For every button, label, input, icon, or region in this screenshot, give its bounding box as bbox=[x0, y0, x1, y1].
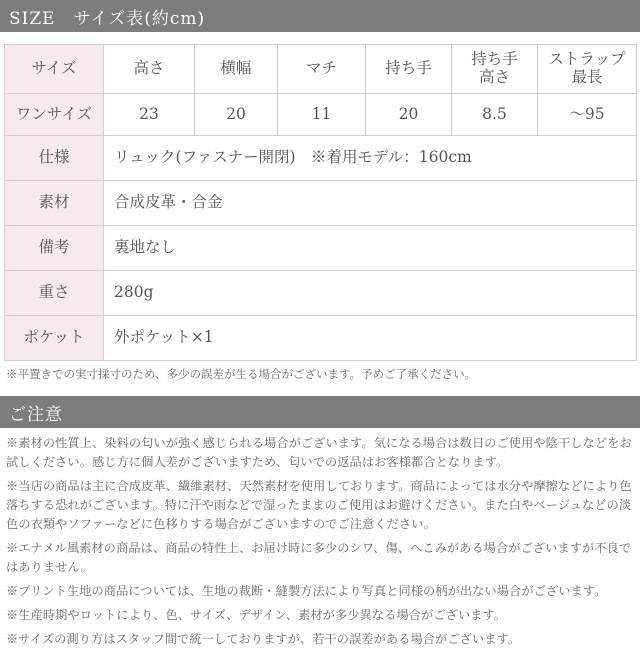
notice-item: ※エナメル風素材の商品は、商品の特性上、お届け時に多少のシワ、傷、へこみがある場合がございますが不良ではありません。 bbox=[6, 541, 632, 574]
detail-row-weight bbox=[5, 271, 637, 316]
detail-value-material: 合成皮革・合金 bbox=[104, 181, 637, 226]
value-depth: 11 bbox=[278, 94, 366, 136]
size-table-header-row bbox=[5, 45, 637, 94]
detail-row-material bbox=[5, 181, 637, 226]
column-header-width: 横幅 bbox=[195, 45, 278, 94]
detail-label-spec: 仕様 bbox=[5, 136, 104, 181]
detail-value-pocket: 外ポケット×1 bbox=[104, 316, 637, 361]
size-section-header bbox=[0, 0, 640, 32]
value-handle-height: 8.5 bbox=[452, 94, 538, 136]
notice-item: ※サイズの測り方はスタッフ間で統一しておりますが、若干の誤差がある場合がございます。 bbox=[6, 632, 521, 646]
notice-item: ※生産時期やロットにより、色、サイズ、デザイン、素材が多少異なる場合がございます。 bbox=[6, 608, 507, 622]
value-strap-max: ～95 bbox=[538, 94, 637, 136]
detail-label-pocket: ポケット bbox=[5, 316, 104, 361]
notice-item: ※プリント生地の商品については、生地の裁断・縫製方法により写真と同様の柄が出ない場合がございます。 bbox=[6, 584, 607, 598]
column-header-handle: 持ち手 bbox=[366, 45, 452, 94]
size-table bbox=[4, 44, 637, 361]
detail-value-spec: リュック(ファスナー開閉) ※着用モデル：160cm bbox=[104, 136, 637, 181]
value-width: 20 bbox=[195, 94, 278, 136]
detail-label-remarks: 備考 bbox=[5, 226, 104, 271]
detail-label-material: 素材 bbox=[5, 181, 104, 226]
value-height: 23 bbox=[104, 94, 195, 136]
detail-row-remarks bbox=[5, 226, 637, 271]
column-header-strap-max: ストラップ 最長 bbox=[538, 45, 637, 94]
column-header-depth: マチ bbox=[278, 45, 366, 94]
notice-section-header bbox=[0, 396, 640, 428]
detail-label-weight: 重さ bbox=[5, 271, 104, 316]
column-header-height: 高さ bbox=[104, 45, 195, 94]
notice-list bbox=[6, 434, 636, 654]
column-header-handle-height: 持ち手 高さ bbox=[452, 45, 538, 94]
detail-value-remarks: 裏地なし bbox=[104, 226, 637, 271]
notice-header-text: ご注意 bbox=[9, 404, 63, 425]
row-label-one-size: ワンサイズ bbox=[5, 94, 104, 136]
measurement-footnote: ※平置きでの実寸採寸のため、多少の誤差が生る場合がございます。予めご了承ください。 bbox=[6, 367, 477, 381]
notice-item: ※素材の性質上、染料の匂いが強く感じられる場合がございます。気になる場合は数日のご使用や陰干しなどをお試しください。感じ方に個人差がございますため、匂いでの返品はお客様都合となります。 bbox=[6, 436, 632, 469]
value-handle: 20 bbox=[366, 94, 452, 136]
notice-item: ※当店の商品は主に合成皮革、繊維素材、天然素材を使用しております。商品によっては水分や摩擦などにより色落ちする恐れがございます。特に汗や雨などで湿ったままのご使用はお避けください。また白やベージュなどの淡色の衣類やソファーなどに色移りする場合がございますのでご注意ください。 bbox=[6, 479, 632, 531]
detail-value-weight: 280g bbox=[104, 271, 637, 316]
column-header-size: サイズ bbox=[5, 45, 104, 94]
detail-row-spec bbox=[5, 136, 637, 181]
size-table-row bbox=[5, 94, 637, 136]
size-header-text: SIZE サイズ表(約cm) bbox=[9, 8, 206, 29]
detail-row-pocket bbox=[5, 316, 637, 361]
